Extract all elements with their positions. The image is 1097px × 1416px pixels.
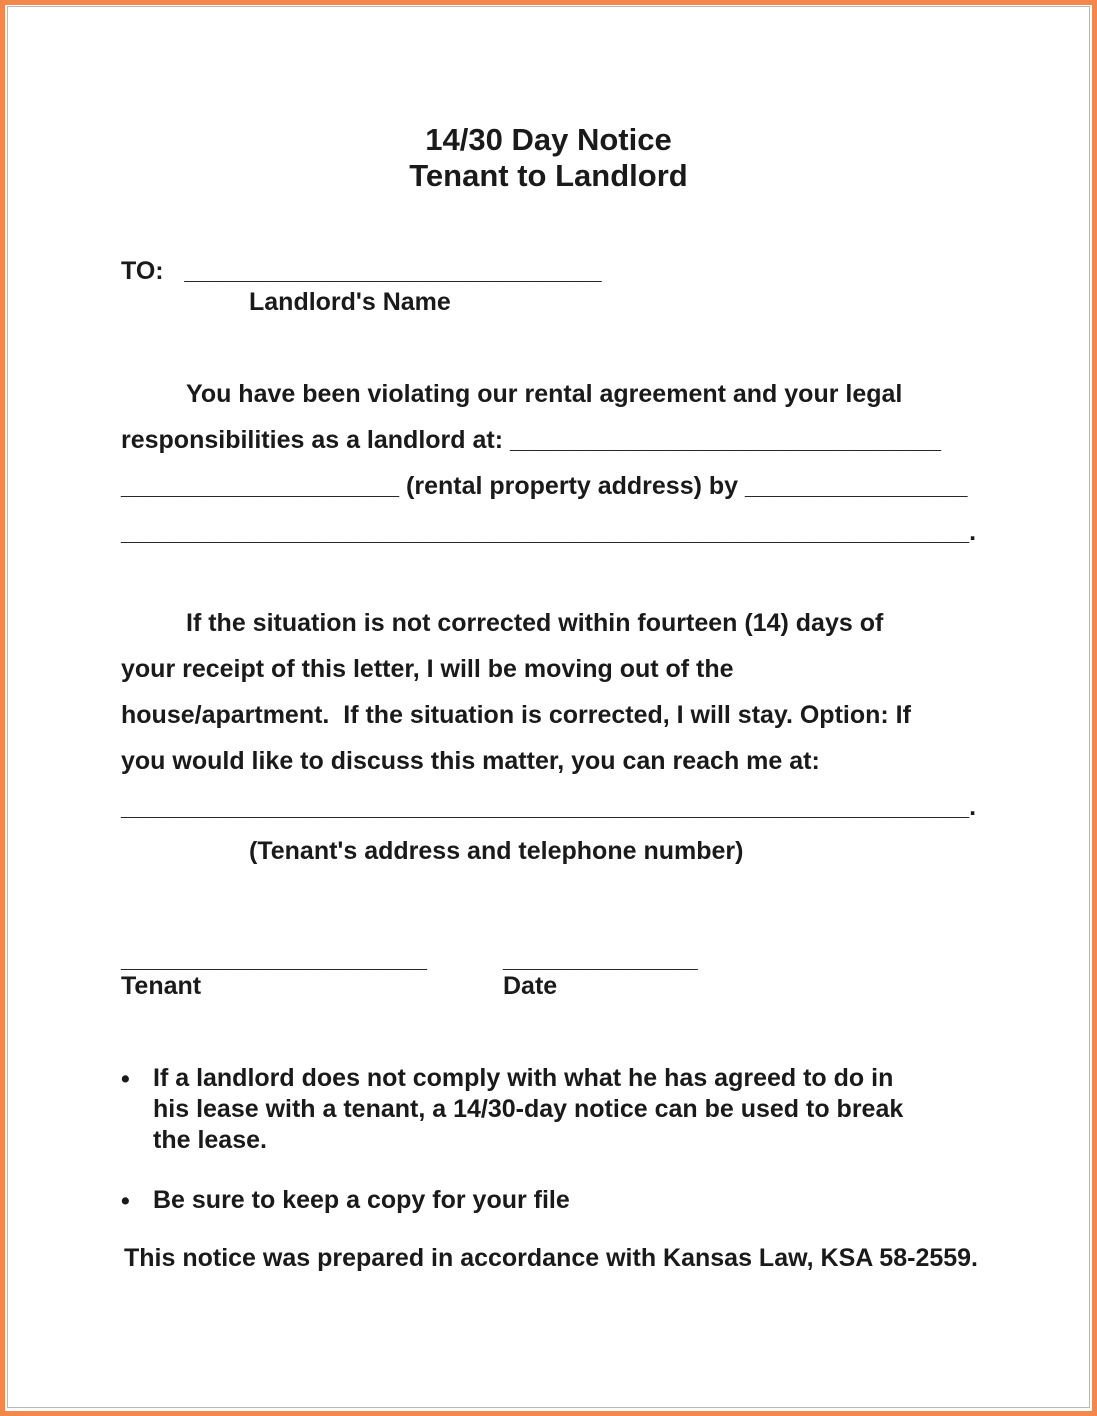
- paragraph1-line4: _____________________________________________________________.: [121, 518, 977, 546]
- paragraph2-line2: your receipt of this letter, I will be moving out of the: [121, 655, 734, 683]
- tenant-signature-line: ______________________: [121, 945, 427, 973]
- tenant-signature-label: Tenant: [121, 972, 202, 1000]
- tenant-contact-caption: (Tenant's address and telephone number): [249, 837, 744, 865]
- paragraph1-line3: ____________________ (rental property address) by ________________: [121, 472, 968, 500]
- paragraph2-line3: house/apartment. If the situation is corrected, I will stay. Option: If: [121, 701, 911, 729]
- bullet1-line2: his lease with a tenant, a 14/30-day notice can be used to break: [153, 1095, 904, 1123]
- paragraph2-line4: you would like to discuss this matter, you can reach me at:: [121, 747, 820, 775]
- date-signature-label: Date: [503, 972, 558, 1000]
- bullet2-line1: Be sure to keep a copy for your file: [153, 1186, 570, 1214]
- date-signature-line: ______________: [503, 945, 698, 973]
- kansas-law-note: This notice was prepared in accordance with Kansas Law, KSA 58-2559.: [124, 1244, 979, 1272]
- title-line-2: Tenant to Landlord: [409, 158, 688, 193]
- bullet1-line1: If a landlord does not comply with what he has agreed to do in: [153, 1064, 894, 1092]
- title-line-1: 14/30 Day Notice: [425, 122, 672, 157]
- paragraph1-line2: responsibilities as a landlord at: _______________________________: [121, 426, 942, 454]
- bullet1-line3: the lease.: [153, 1126, 267, 1154]
- bullet-icon-2: •: [121, 1187, 130, 1215]
- landlord-name-caption: Landlord's Name: [249, 288, 451, 316]
- paragraph1-line1: You have been violating our rental agreement and your legal: [186, 380, 903, 408]
- paragraph2-line5: _____________________________________________________________.: [121, 793, 977, 821]
- to-line: TO: ______________________________: [121, 257, 602, 285]
- bullet-icon-1: •: [121, 1065, 130, 1093]
- paragraph2-line1: If the situation is not corrected within fourteen (14) days of: [186, 609, 884, 637]
